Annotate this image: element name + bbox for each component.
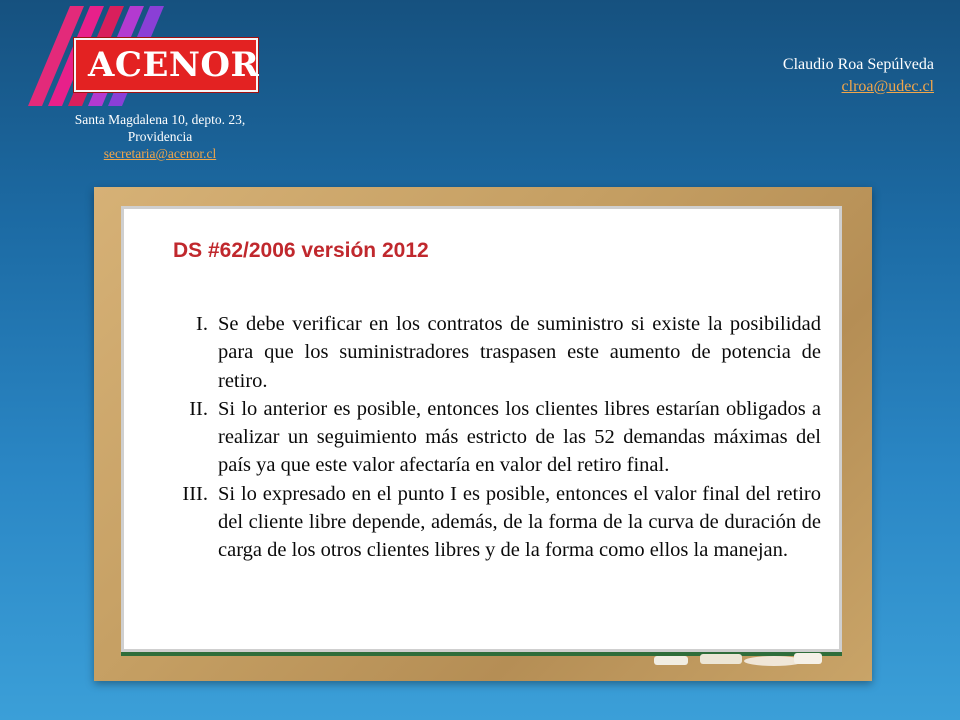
list-item	[148, 395, 821, 480]
chalk-piece-1	[654, 656, 688, 665]
address-block	[40, 111, 280, 162]
acenor-logo	[18, 4, 260, 106]
chalkboard-frame	[94, 187, 872, 681]
list-item-number: III.	[182, 482, 208, 505]
chalk-ledge-graphic	[94, 650, 872, 668]
address-line-1: Santa Magdalena 10, depto. 23,	[74, 112, 246, 127]
list-item-text: Si lo expresado en el punto I es posible, entonces el valor final del retiro del cliente libre depende, además, de la forma de la curva de duración de carga de los otros clientes libres y de la forma como ellos la manejan.	[218, 482, 821, 562]
numbered-list	[148, 310, 821, 565]
contact-name: Claudio Roa Sepúlveda	[782, 56, 934, 73]
chalk-piece-2	[700, 654, 742, 664]
logo-wordmark: ACENOR	[74, 38, 258, 92]
chalk-piece-3	[794, 653, 822, 664]
address-line-2: Providencia	[127, 129, 193, 144]
list-item-number: II.	[189, 397, 208, 420]
list-item-number: I.	[196, 313, 208, 335]
list-item	[148, 310, 821, 395]
list-item	[148, 480, 821, 565]
whiteboard-surface	[121, 206, 842, 656]
address-email-link[interactable]: secretaria@acenor.cl	[103, 146, 217, 161]
contact-email-link[interactable]: clroa@udec.cl	[841, 78, 934, 95]
list-item-text: Se debe verificar en los contratos de suministro si existe la posibilidad para que los suministradores traspasen este aumento de potencia de retiro.	[218, 313, 821, 392]
list-item-text: Si lo anterior es posible, entonces los clientes libres estarían obligados a realizar un seguimiento más estricto de las 52 demandas máximas del país ya que este valor afectaría en valor del retiro final.	[218, 397, 821, 477]
contact-block	[783, 54, 934, 98]
slide-title: DS #62/2006 versión 2012	[173, 239, 429, 262]
